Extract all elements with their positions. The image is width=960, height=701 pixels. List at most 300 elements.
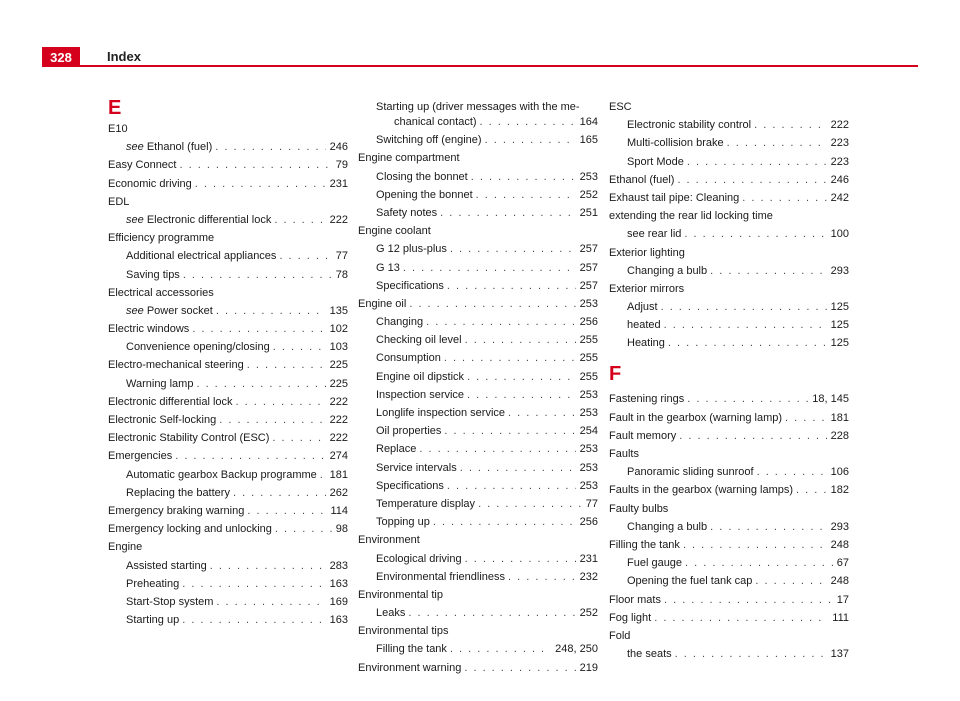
entry-label: Changing a bulb [627, 520, 708, 533]
entry-label: E10 [108, 123, 128, 135]
page-reference: 242 [830, 191, 849, 204]
dot-leader [216, 304, 326, 319]
index-subentry [358, 461, 598, 476]
entry-label: Specifications [376, 279, 444, 292]
index-subentry [358, 370, 598, 385]
dot-leader [465, 333, 576, 348]
entry-text [108, 358, 247, 373]
dot-leader [444, 351, 576, 366]
entry-text [108, 449, 175, 464]
page-reference: 17 [836, 593, 849, 606]
entry-text [376, 497, 478, 512]
entry-label: heated [627, 319, 661, 332]
index-subentry [609, 318, 849, 333]
entry-label: Panoramic sliding sunroof [627, 466, 754, 479]
page-reference: 254 [579, 425, 598, 438]
entry-text [627, 118, 754, 133]
index-entry [108, 449, 348, 464]
entry-label: Electrical accessories [108, 286, 214, 299]
entry-label: Fault in the gearbox (warning lamp) [609, 411, 783, 424]
entry-label: Replacing the battery [126, 486, 230, 499]
index-entry [609, 629, 849, 644]
entry-text [126, 340, 273, 355]
entry-label: Fault memory [609, 429, 677, 442]
index-entry [108, 177, 348, 192]
see-reference: see [126, 141, 144, 154]
entry-label: Fuel gauge [627, 557, 683, 570]
entry-text [609, 246, 688, 261]
index-subentry [609, 155, 849, 170]
index-column-3 [609, 100, 849, 665]
entry-label: Floor mats [609, 593, 661, 606]
index-subentry [108, 559, 348, 574]
entry-label: Faults [609, 448, 639, 460]
entry-label: Economic driving [108, 177, 192, 190]
page-reference: 255 [579, 370, 598, 383]
entry-label: Electronic differential lock [108, 395, 233, 408]
entry-text [609, 282, 687, 297]
page-reference: 255 [579, 352, 598, 365]
index-subentry [108, 377, 348, 392]
index-subentry [108, 249, 348, 264]
dot-leader [485, 133, 576, 148]
index-entry [108, 413, 348, 428]
entry-text [627, 556, 685, 571]
entry-text [108, 122, 131, 137]
index-entry [108, 158, 348, 173]
index-column-2 [358, 100, 598, 679]
entry-text [627, 227, 684, 242]
page-reference: 253 [579, 443, 598, 456]
index-entry [108, 322, 348, 337]
entry-label: Environmental tip [358, 588, 443, 601]
index-entry [108, 522, 348, 537]
entry-label: Environmental tips [358, 625, 449, 638]
entry-label: Warning lamp [126, 377, 194, 390]
header-divider [42, 65, 918, 67]
entry-label: Ethanol (fuel) [609, 173, 675, 186]
page-title: Index [107, 49, 141, 64]
page-reference: 253 [579, 461, 598, 474]
entry-text [609, 593, 664, 608]
page-reference: 252 [579, 188, 598, 201]
page-reference: 283 [329, 559, 348, 572]
entry-text [358, 624, 452, 639]
dot-leader [710, 520, 827, 535]
dot-leader [661, 300, 827, 315]
entry-label: Emergency braking warning [108, 504, 245, 517]
entry-text [609, 447, 642, 462]
page-reference: 125 [830, 301, 849, 314]
page-reference: 98 [335, 523, 348, 536]
entry-text [126, 268, 183, 283]
entry-text [108, 395, 236, 410]
dot-leader [195, 177, 326, 192]
entry-label: Changing [376, 316, 424, 329]
page-reference: 102 [329, 323, 348, 336]
entry-text [358, 533, 423, 548]
entry-label: Engine compartment [358, 152, 460, 165]
page-reference: 222 [329, 395, 348, 408]
index-subentry [108, 486, 348, 501]
page-reference: 293 [830, 520, 849, 533]
index-subentry [358, 133, 598, 148]
entry-text [376, 315, 426, 330]
entry-label: chanical contact) [394, 116, 477, 128]
see-reference: see [126, 213, 144, 226]
page-reference: 251 [579, 206, 598, 219]
entry-label: Exterior mirrors [609, 282, 685, 295]
entry-text [358, 297, 409, 312]
page-reference: 165 [579, 134, 598, 147]
entry-text [108, 413, 219, 428]
page-reference: 222 [830, 119, 849, 132]
page-reference: 163 [329, 614, 348, 627]
entry-text [627, 336, 668, 351]
page-reference: 100 [830, 228, 849, 241]
page-reference: 231 [329, 177, 348, 190]
entry-text [376, 606, 408, 621]
page-reference: 106 [830, 466, 849, 479]
page-reference: 225 [329, 359, 348, 372]
entry-text [627, 264, 710, 279]
entry-label: Environmental friendliness [376, 570, 506, 583]
dot-leader [433, 515, 576, 530]
entry-text [376, 333, 465, 348]
index-entry [609, 502, 849, 517]
dot-leader [654, 611, 828, 626]
dot-leader [192, 322, 325, 337]
page-reference: 248 [830, 538, 849, 551]
dot-leader [471, 170, 576, 185]
index-entry [358, 533, 598, 548]
page-reference: 77 [335, 250, 348, 263]
entry-text [376, 388, 467, 403]
index-entry [358, 297, 598, 312]
dot-leader [687, 155, 827, 170]
index-subentry [609, 556, 849, 571]
page-reference: 255 [579, 334, 598, 347]
index-subentry [609, 574, 849, 589]
page-reference: 231 [579, 552, 598, 565]
entry-label: Engine coolant [358, 225, 431, 238]
dot-leader [785, 411, 827, 426]
page-reference: 257 [579, 261, 598, 274]
page-reference: 293 [830, 264, 849, 277]
index-entry [358, 151, 598, 166]
entry-label: Heating [627, 337, 665, 350]
page-reference: 253 [579, 407, 598, 419]
index-entry [609, 191, 849, 206]
dot-leader [403, 261, 576, 276]
index-subentry [609, 465, 849, 480]
entry-text [376, 406, 508, 421]
dot-leader [684, 227, 826, 242]
index-subentry [609, 520, 849, 535]
entry-text [376, 552, 465, 567]
dot-leader [408, 606, 575, 621]
entry-label: Easy Connect [108, 159, 177, 172]
entry-text [376, 442, 419, 457]
dot-leader [273, 340, 326, 355]
entry-label: Adjust [627, 301, 658, 314]
entry-label: Longlife inspection service [376, 407, 506, 419]
index-entry [108, 504, 348, 519]
entry-label: Automatic gearbox Backup programme [126, 468, 317, 481]
entry-label: Consumption [376, 352, 441, 365]
entry-label: Efficiency programme [108, 232, 215, 245]
entry-label: Oil properties [376, 425, 442, 438]
entry-text [376, 261, 403, 276]
page-reference: 256 [579, 516, 598, 529]
page-reference: 77 [585, 497, 598, 510]
entry-text [609, 209, 776, 224]
entry-text [108, 286, 217, 301]
index-entry [108, 122, 348, 137]
dot-leader [274, 213, 325, 228]
page-reference: 257 [579, 243, 598, 256]
index-entry [358, 224, 598, 239]
entry-label: Opening the bonnet [376, 188, 473, 201]
entry-text [358, 588, 446, 603]
dot-leader [664, 318, 827, 333]
entry-text [358, 661, 464, 676]
entry-label: Electronic differential lock [146, 213, 272, 226]
index-subentry [358, 206, 598, 221]
entry-label: Filling the tank [376, 643, 447, 656]
dot-leader [216, 595, 325, 610]
index-subentry [609, 647, 849, 662]
index-subentry [358, 570, 598, 585]
index-column-1 [108, 97, 348, 631]
entry-label: Emergencies [108, 450, 173, 463]
page-reference: 219 [579, 661, 598, 674]
entry-label: Electro-mechanical steering [108, 359, 244, 372]
page-reference: 256 [579, 316, 598, 329]
dot-leader [196, 377, 325, 392]
dot-leader [182, 613, 325, 628]
index-entry [609, 411, 849, 426]
entry-text [609, 502, 671, 517]
entry-label: Start-Stop system [126, 595, 214, 608]
entry-label: Saving tips [126, 268, 180, 281]
entry-text [376, 515, 433, 530]
entry-text [376, 188, 476, 203]
index-subentry [358, 351, 598, 366]
dot-leader [464, 661, 575, 676]
entry-text [376, 279, 447, 294]
index-subentry [358, 388, 598, 403]
dot-leader [183, 268, 332, 283]
entry-label: Leaks [376, 607, 406, 620]
page-reference: 253 [579, 297, 598, 310]
entry-text [126, 213, 274, 228]
dot-leader [219, 413, 325, 428]
entry-text [376, 461, 460, 476]
dot-leader [272, 431, 325, 446]
entry-label: Electronic Self-locking [108, 414, 217, 426]
page-reference: 164 [579, 116, 598, 128]
index-subentry [358, 642, 598, 657]
index-entry [609, 173, 849, 188]
page-reference: 228 [830, 429, 849, 442]
dot-leader [727, 136, 827, 151]
entry-text [358, 224, 434, 239]
entry-label: Electronic stability control [627, 119, 752, 132]
dot-leader [664, 593, 833, 608]
dot-leader [757, 465, 827, 480]
page-number: 328 [42, 47, 80, 67]
entry-label: Assisted starting [126, 559, 207, 572]
index-entry [108, 358, 348, 373]
index-entry [108, 231, 348, 246]
page-reference: 163 [329, 577, 348, 590]
dot-leader [179, 158, 331, 173]
index-subentry [609, 136, 849, 151]
entry-text [394, 115, 480, 130]
section-letter: E [108, 97, 122, 119]
index-entry [108, 286, 348, 301]
entry-text [376, 570, 508, 585]
dot-leader [236, 395, 326, 410]
page-reference: 222 [329, 414, 348, 426]
entry-text [108, 322, 192, 337]
entry-text [609, 611, 654, 626]
dot-leader [467, 370, 576, 385]
entry-text [108, 158, 179, 173]
index-entry [609, 611, 849, 626]
index-subentry [108, 213, 348, 228]
entry-label: Faulty bulbs [609, 502, 669, 515]
index-entry [609, 100, 849, 115]
page-reference: 253 [579, 388, 598, 401]
entry-text [376, 133, 485, 148]
dot-leader [215, 140, 325, 155]
index-subentry [358, 497, 598, 512]
page-reference: 67 [836, 557, 849, 570]
entry-label: Closing the bonnet [376, 170, 468, 183]
entry-label: Environment warning [358, 661, 462, 674]
index-subentry [108, 304, 348, 319]
section-letter: F [609, 363, 622, 386]
entry-text [627, 465, 757, 480]
entry-text [108, 231, 217, 246]
index-subentry [358, 552, 598, 567]
entry-text [609, 191, 742, 206]
dot-leader [465, 552, 576, 567]
page-reference: 252 [579, 607, 598, 620]
index-subentry [358, 442, 598, 457]
dot-leader [476, 188, 576, 203]
page-reference: 274 [329, 450, 348, 463]
page-reference: 79 [335, 159, 348, 172]
entry-text [609, 411, 785, 426]
index-entry [609, 282, 849, 297]
entry-label: Starting up [126, 614, 180, 627]
page-reference: 182 [830, 484, 849, 497]
entry-text [126, 486, 233, 501]
entry-text [108, 504, 247, 519]
index-entry [108, 195, 348, 210]
page-reference: 262 [329, 486, 348, 499]
entry-text [126, 595, 216, 610]
dot-leader [687, 392, 808, 407]
entry-label: Fastening rings [609, 393, 685, 406]
entry-text [627, 520, 710, 535]
see-reference: see [126, 304, 144, 317]
index-entry [358, 624, 598, 639]
dot-leader [275, 522, 332, 537]
entry-label: Emergency locking and unlocking [108, 523, 272, 536]
entry-label: Engine [108, 541, 143, 554]
page-reference: 248 [830, 575, 849, 588]
entry-text [126, 304, 216, 319]
index-entry [609, 246, 849, 261]
dot-leader [447, 279, 576, 294]
dot-leader [668, 336, 827, 351]
index-subentry [358, 261, 598, 276]
entry-text [627, 136, 727, 151]
entry-text [609, 173, 677, 188]
page-reference: 223 [830, 155, 849, 168]
entry-text [376, 242, 450, 257]
entry-label: Multi-collision brake [627, 137, 724, 150]
page-reference: 181 [329, 468, 348, 481]
index-entry [609, 483, 849, 498]
entry-label: see rear lid [627, 228, 682, 241]
entry-text [627, 318, 664, 333]
dot-leader [440, 206, 575, 221]
entry-label: Ecological driving [376, 552, 462, 565]
entry-text [609, 629, 633, 644]
entry-label: Specifications [376, 479, 444, 492]
index-entry [609, 209, 849, 224]
entry-text [376, 206, 440, 221]
dot-leader [508, 570, 576, 585]
entry-label: Fold [609, 629, 631, 642]
entry-label: ESC [609, 101, 632, 113]
page-reference: 125 [830, 319, 849, 332]
dot-leader [444, 424, 575, 439]
entry-text [627, 574, 755, 589]
page-reference: 137 [830, 648, 849, 661]
entry-label: Engine oil dipstick [376, 370, 465, 383]
entry-label: Convenience opening/closing [126, 341, 270, 354]
dot-leader [175, 449, 325, 464]
page-reference: 248, 250 [555, 643, 598, 656]
page-reference: 111 [832, 611, 849, 624]
entry-label: G 12 plus-plus [376, 243, 447, 256]
dot-leader [467, 388, 576, 403]
index-subentry [108, 340, 348, 355]
page-reference: 253 [579, 479, 598, 492]
entry-label: Service intervals [376, 461, 457, 474]
entry-label: the seats [627, 648, 672, 661]
page-reference: 78 [335, 268, 348, 281]
index-subentry [358, 279, 598, 294]
page-reference: 181 [830, 411, 849, 424]
dot-leader [796, 483, 827, 498]
page-reference: 246 [830, 173, 849, 186]
index-subentry [358, 424, 598, 439]
entry-label: G 13 [376, 261, 400, 274]
entry-label: Electric windows [108, 323, 190, 336]
dot-leader [685, 556, 833, 571]
index-subentry [108, 613, 348, 628]
dot-leader [754, 118, 827, 133]
index-entry [609, 392, 849, 407]
entry-text-line: Starting up (driver messages with the me- [376, 101, 580, 113]
